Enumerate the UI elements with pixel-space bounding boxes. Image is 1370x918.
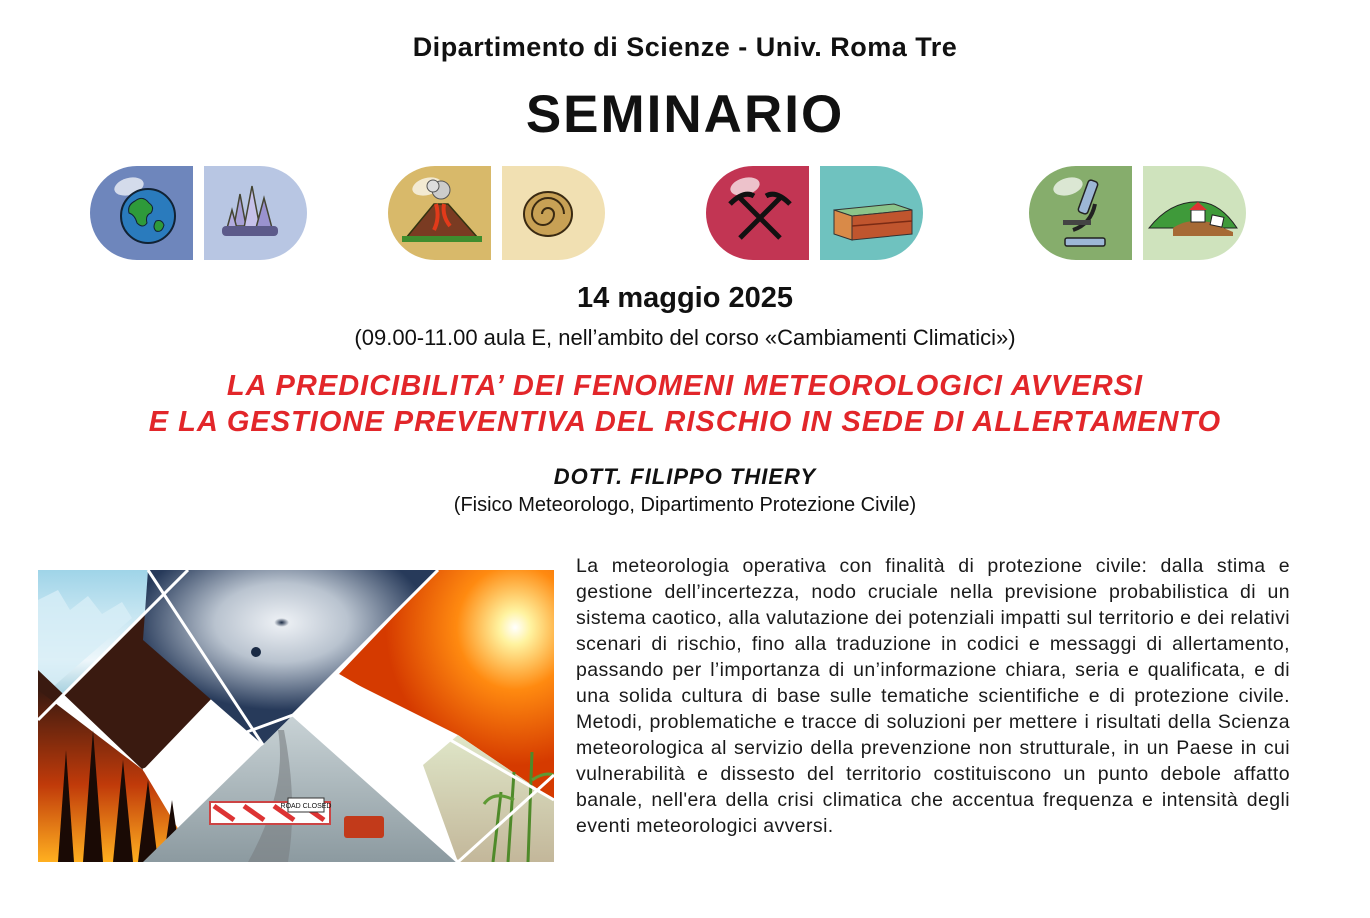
event-time-place: (09.00-11.00 aula E, nell’ambito del corso «Cambiamenti Climatici») <box>354 325 1016 350</box>
pickaxes-icon <box>706 166 809 260</box>
talk-title-line-2: E LA GESTIONE PREVENTIVA DEL RISCHIO IN SEDE DI ALLERTAMENTO <box>148 406 1222 438</box>
truck <box>344 816 384 838</box>
globe-icon <box>90 166 193 260</box>
road-closed-barrier <box>210 798 331 824</box>
geologic-block-icon <box>820 166 923 260</box>
crystals-icon <box>204 166 307 260</box>
ammonite-icon <box>502 166 605 260</box>
event-type-title: SEMINARIO <box>525 85 845 144</box>
microscope-icon <box>1029 166 1132 260</box>
event-date: 14 maggio 2025 <box>577 282 793 314</box>
speaker-name: DOTT. FILIPPO THIERY <box>553 464 817 489</box>
landslide-house-icon <box>1143 166 1246 260</box>
extreme-weather-collage <box>38 570 554 862</box>
road-closed-sign: ROAD CLOSED <box>280 803 332 810</box>
department-heading: Dipartimento di Scienze - Univ. Roma Tre <box>412 32 958 62</box>
volcano-icon <box>388 166 491 260</box>
seminar-abstract: La meteorologia operativa con finalità di protezione civile: dalla stima e gestione dell’incertezza, nodo cruciale nella previsione probabilistica di un sistema caotico, alla valutazione dei potenziali impatti sul territorio e dei relativi scenari di rischio, fino alla traduzione in codici e messaggi di allertamento, passando per l’importanza di un’informazione chiara, seria e qualificata, e di una solida cultura di base sulle tematiche scientifiche e di protezione civile. Metodi, problematiche e tracce di soluzioni per mettere i risultati della Scienza meteorologica al servizio della prevenzione non strutturale, in un Paese in cui vulnerabilità e dissesto del territorio costituiscono un punto debole affatto banale, nell'era della crisi climatica che accentua frequenza e intensità degli eventi meteorologici avversi. <box>576 555 1290 837</box>
speaker-affiliation: (Fisico Meteorologo, Dipartimento Protezione Civile) <box>453 494 917 516</box>
talk-title-line-1: LA PREDICIBILITA’ DEI FENOMENI METEOROLOGICI AVVERSI <box>226 370 1144 402</box>
